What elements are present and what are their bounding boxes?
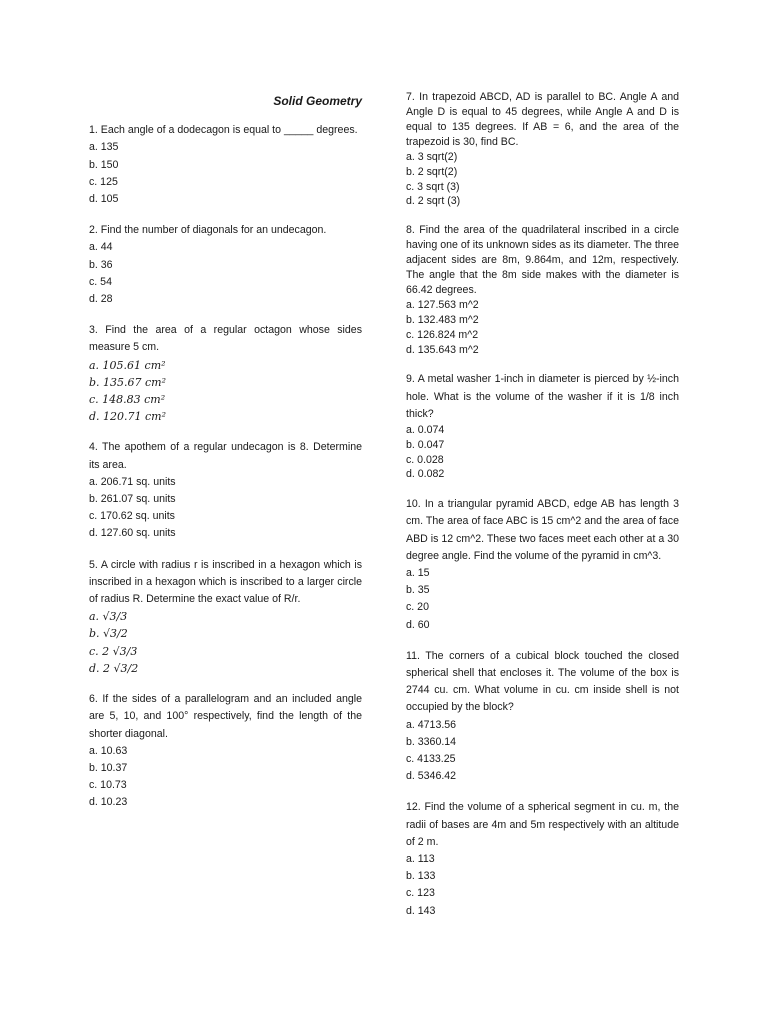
option-b: b. 36 (89, 258, 113, 271)
option-c: c. 10.73 (89, 779, 127, 792)
option-a: a. 10.63 (89, 744, 128, 757)
option-d: d. 10.23 (89, 796, 128, 809)
question-stem: 7. In trapezoid ABCD, AD is parallel to BC. Angle A and Angle D is equal to 45 degrees, while Angle A and D is equal to 135 degrees. If AB = 6, and the area of the trapezoid is 30, find BC. (406, 91, 679, 148)
option-c: c. 0.028 (406, 453, 444, 466)
question-stem: 9. A metal washer 1-inch in diameter is pierced by ½-inch hole. What is the volume of the washer if it is 1/8 inch thick? (406, 373, 679, 420)
question-5 (89, 557, 362, 677)
option-a: a. 0.074 (406, 423, 445, 436)
option-c: c. 20 (406, 601, 429, 614)
option-b: b. 35 (406, 584, 430, 597)
question-7 (406, 90, 679, 209)
option-a: a. 127.563 m^2 (406, 299, 479, 312)
option-c: c. 54 (89, 275, 112, 288)
option-c: c. 4133.25 (406, 753, 456, 766)
question-stem: 10. In a triangular pyramid ABCD, edge AB has length 3 cm. The area of face ABC is 15 cm^2 and the area of face ABD is 12 cm^2. These two faces meet each other at a 30 degree angle. Find the volume of the pyramid in cm^3. (406, 498, 679, 562)
question-stem: 6. If the sides of a parallelogram and an included angle are 5, 10, and 100° respectively, find the length of the shorter diagonal. (89, 693, 362, 740)
option-b: b. 3360.14 (406, 735, 457, 748)
option-c: c. 123 (406, 887, 435, 900)
question-9 (406, 371, 679, 482)
option-d: d. 28 (89, 293, 113, 306)
option-c: c. 3 sqrt (3) (406, 180, 460, 193)
option-b: b. 135.67 cm² (89, 375, 167, 389)
option-c: c. 126.824 m^2 (406, 328, 479, 341)
left-column (89, 90, 362, 826)
option-d: d. 0.082 (406, 468, 445, 481)
option-b: b. 0.047 (406, 438, 445, 451)
question-stem: 1. Each angle of a dodecagon is equal to _____ degrees. (89, 124, 358, 137)
question-2 (89, 222, 362, 308)
option-a: a. 105.61 cm² (89, 358, 166, 372)
question-stem: 5. A circle with radius r is inscribed in a hexagon which is inscribed in a hexagon which is inscribed to a larger circle of radius R. Determine the exact value of R/r. (89, 558, 362, 606)
option-a: a. 15 (406, 566, 430, 579)
question-3 (89, 322, 362, 425)
option-c: c. 125 (89, 175, 118, 188)
option-d: d. 135.643 m^2 (406, 343, 479, 356)
option-d: d. 127.60 sq. units (89, 527, 176, 540)
question-stem: 3. Find the area of a regular octagon whose sides measure 5 cm. (89, 324, 362, 354)
page-title: Solid Geometry (273, 94, 362, 108)
option-b: b. 2 sqrt(2) (406, 165, 458, 178)
option-b: b. 132.483 m^2 (406, 313, 479, 326)
option-d: d. 143 (406, 904, 436, 917)
option-d: d. 60 (406, 618, 430, 631)
option-a: a. 135 (89, 141, 119, 154)
option-b: b. 261.07 sq. units (89, 493, 176, 506)
right-column (406, 90, 679, 934)
option-d: d. 2 √3/2 (89, 661, 139, 675)
question-8 (406, 223, 679, 357)
option-d: d. 120.71 cm² (89, 410, 167, 424)
option-b: b. 150 (89, 158, 119, 171)
question-11 (406, 648, 679, 786)
question-stem: 8. Find the area of the quadrilateral inscribed in a circle having one of its unknown sides as its diameter. The three adjacent sides are 8m, 9.864m, and 12m, respectively. The angle that the 8m side makes with the diameter is 66.42 degrees. (406, 224, 679, 297)
option-a: a. √3/3 (89, 610, 128, 624)
option-b: b. 133 (406, 870, 436, 883)
question-stem: 2. Find the number of diagonals for an undecagon. (89, 224, 327, 237)
question-stem: 12. Find the volume of a spherical segment in cu. m, the radii of bases are 4m and 5m respectively with an altitude of 2 m. (406, 801, 679, 848)
option-c: c. 170.62 sq. units (89, 510, 175, 523)
option-a: a. 3 sqrt(2) (406, 151, 458, 163)
option-b: b. 10.37 (89, 761, 128, 774)
question-4 (89, 439, 362, 542)
option-d: d. 105 (89, 193, 119, 206)
option-d: d. 5346.42 (406, 770, 457, 783)
option-a: a. 206.71 sq. units (89, 475, 176, 488)
option-a: a. 4713.56 (406, 718, 457, 731)
option-d: d. 2 sqrt (3) (406, 195, 461, 208)
option-c: c. 148.83 cm² (89, 393, 166, 407)
question-12 (406, 799, 679, 919)
option-a: a. 44 (89, 241, 113, 254)
option-a: a. 113 (406, 853, 435, 866)
option-c: c. 2 √3/3 (89, 644, 138, 658)
question-10 (406, 496, 679, 634)
option-b: b. √3/2 (89, 627, 128, 641)
question-6 (89, 691, 362, 811)
question-stem: 11. The corners of a cubical block touched the closed spherical shell that encloses it. The volume of the box is 2744 cu. cm. What volume in cu. cm inside shell is not occupied by the block? (406, 649, 679, 714)
question-1 (89, 122, 362, 208)
question-stem: 4. The apothem of a regular undecagon is 8. Determine its area. (89, 441, 362, 471)
